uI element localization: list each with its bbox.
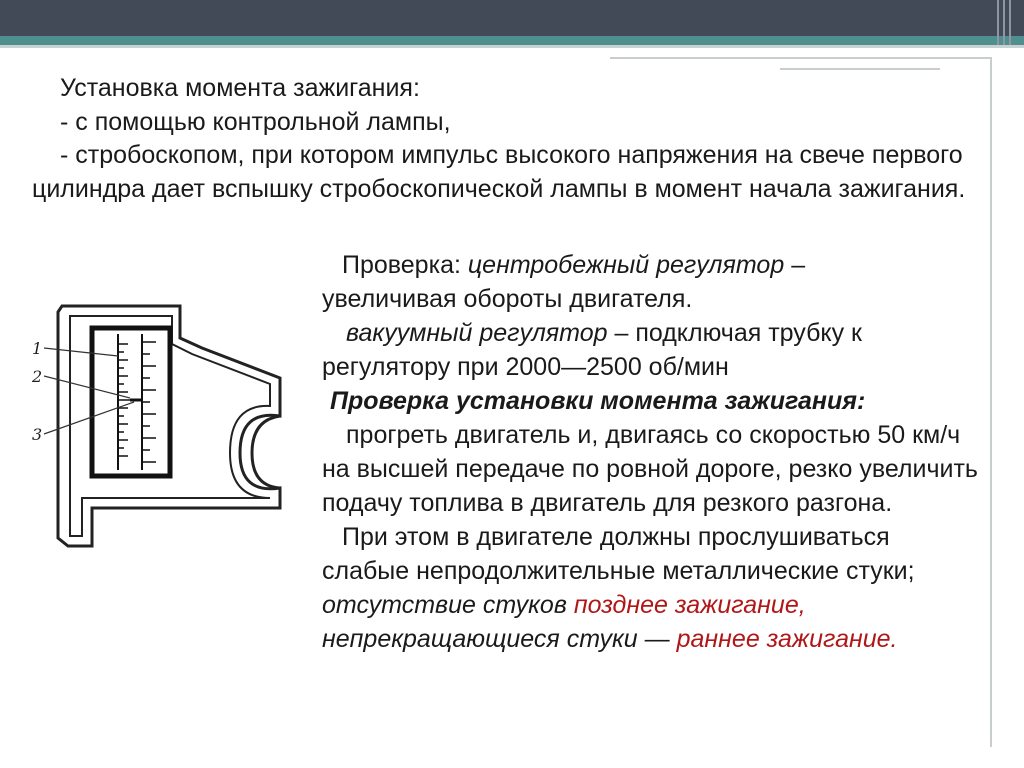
corner-decoration (993, 0, 1024, 45)
timing-scale-drawing (30, 298, 292, 548)
result-text (322, 520, 982, 656)
check-label: Проверка: (342, 251, 461, 279)
label-3: 3 (32, 425, 43, 444)
accent-line (0, 45, 1024, 48)
intro-line-strobe: - стробоскопом, при котором импульс высокого напряжения на свече первого цилиндра дает вспышку стробоскопической лампы в момент начала зажигания. (32, 141, 966, 203)
body-text (322, 248, 982, 656)
absence-term: отсутствие стуков (322, 591, 567, 619)
header-bar (0, 0, 1024, 36)
vacuum-desc-start: – подключая трубку к (614, 319, 862, 347)
decor-rule (610, 57, 990, 59)
timing-text: прогреть двигатель и, двигаясь со скоростью 50 км/ч на высшей передаче по ровной дороге, резко увеличить подачу топлива в двигатель для резкого разгона. (322, 421, 978, 517)
label-1: 1 (32, 339, 43, 358)
vacuum-term: вакуумный регулятор (346, 319, 608, 347)
early-ignition: раннее зажигание. (676, 625, 898, 653)
accent-stripe (0, 36, 1024, 45)
centrifugal-term: центробежный регулятор (467, 251, 785, 279)
intro-text (32, 72, 992, 206)
decor-rule (780, 68, 940, 70)
late-ignition: позднее зажигание, (573, 591, 806, 619)
dash: – (791, 251, 806, 279)
result-main: При этом в двигателе должны прослушиваться слабые непродолжительные металлические стуки; (322, 523, 915, 585)
timing-heading: Проверка установки момента зажигания: (330, 387, 866, 415)
centrifugal-desc: увеличивая обороты двигателя. (322, 285, 693, 313)
vacuum-desc-end: регулятору при 2000—2500 об/мин (322, 353, 729, 381)
continuous-term: непрекращающиеся стуки — (322, 625, 670, 653)
intro-line-title: Установка момента зажигания: (60, 74, 420, 102)
intro-line-lamp: - с помощью контрольной лампы, (60, 107, 451, 136)
label-2: 2 (32, 367, 43, 386)
check-vacuum (322, 316, 982, 350)
check-centrifugal (322, 248, 982, 282)
